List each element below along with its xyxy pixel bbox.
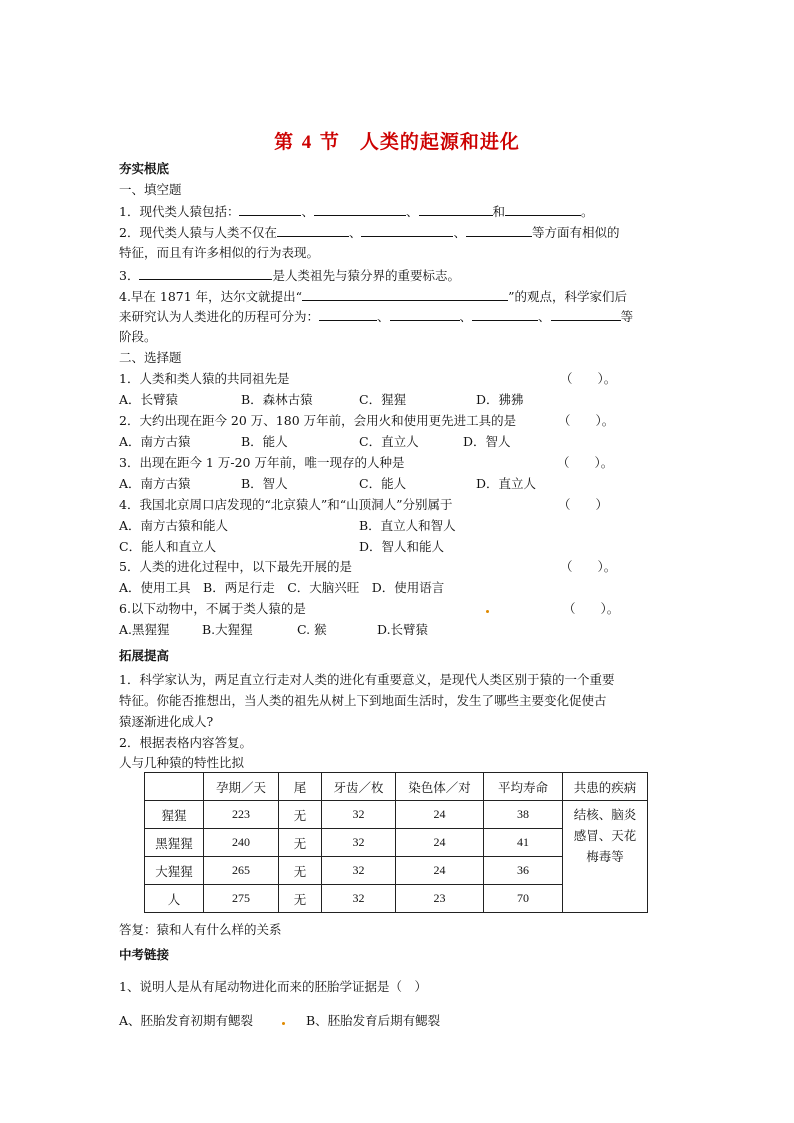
answer-blank[interactable] (505, 202, 581, 216)
tail-cell: 无 (279, 801, 322, 829)
exam-question-1: 1、说明人是从有尾动物进化而来的胚胎学证据是（ ） (119, 979, 427, 994)
gestation-cell: 275 (204, 885, 279, 913)
option-a[interactable]: A．南方古猿 (119, 476, 191, 491)
species-cell: 猩猩 (145, 801, 204, 829)
comparison-table (144, 772, 648, 913)
option-c[interactable]: C．直立人 (359, 434, 419, 449)
fill-question-3: 3． 是人类祖先与猿分界的重要标志。 (119, 268, 460, 283)
species-cell: 大猩猩 (145, 857, 204, 885)
tail-cell: 无 (279, 885, 322, 913)
table-header-cell: 染色体／对 (396, 773, 484, 801)
answer-paren[interactable]: （ ）。 (560, 559, 617, 574)
table-row (145, 801, 648, 829)
answer-paren[interactable]: （ ） (558, 497, 609, 512)
option-d[interactable]: D．直立人 (476, 476, 537, 491)
options-row[interactable]: A．使用工具 B．两足行走 C．大脑兴旺 D．使用语言 (119, 580, 445, 595)
option-a[interactable]: A．南方古猿和能人 (119, 518, 229, 533)
ext-question-2: 2．根据表格内容答复。 (119, 735, 252, 750)
answer-paren[interactable]: （ ）。 (557, 455, 614, 470)
section-heading-exam: 中考链接 (119, 947, 170, 962)
answer-blank[interactable] (419, 202, 493, 216)
answer-blank[interactable] (239, 202, 301, 216)
lifespan-cell: 36 (484, 857, 563, 885)
answer-blank[interactable] (472, 307, 538, 321)
teeth-cell: 32 (322, 801, 396, 829)
answer-paren[interactable]: （ ）。 (558, 413, 615, 428)
table-header-cell: 孕期／天 (204, 773, 279, 801)
table-header-cell (145, 773, 204, 801)
gestation-cell: 223 (204, 801, 279, 829)
gestation-cell: 240 (204, 829, 279, 857)
page-title: 第 4 节 人类的起源和进化 (274, 131, 520, 153)
option-b[interactable]: B．智人 (241, 476, 288, 491)
option-c[interactable]: C. 猴 (297, 622, 327, 637)
ext-question-1: 1．科学家认为，两足直立行走对人类的进化有重要意义，是现代人类区别于猿的一个重要 (119, 672, 615, 687)
disease-line: 梅毒等 (586, 849, 624, 864)
exam-option-b[interactable]: B、胚胎发育后期有鳃裂 (306, 1013, 441, 1028)
answer-blank[interactable] (139, 266, 272, 280)
table-header-row (145, 773, 648, 801)
lifespan-cell: 41 (484, 829, 563, 857)
disease-line: 感冒、天花 (573, 828, 637, 843)
part-fill-blank: 一、填空题 (119, 182, 182, 197)
lifespan-cell: 70 (484, 885, 563, 913)
lifespan-cell: 38 (484, 801, 563, 829)
option-d[interactable]: D．智人和能人 (359, 539, 445, 554)
stray-mark (282, 1022, 285, 1025)
species-cell: 黑猩猩 (145, 829, 204, 857)
answer-blank[interactable] (319, 307, 377, 321)
choice-question-1: 1．人类和类人猿的共同祖先是 (119, 371, 290, 386)
choice-question-2: 2．大约出现在距今 20 万、180 万年前，会用火和使用更先进工具的是 (119, 413, 517, 428)
fill-question-4-cont2: 阶段。 (119, 329, 157, 344)
option-d[interactable]: D.长臂猿 (377, 622, 429, 637)
option-a[interactable]: A．长臂猿 (119, 392, 179, 407)
fill-question-1: 1．现代类人猿包括： 、 、 和 。 (119, 204, 594, 219)
option-c[interactable]: C．猩猩 (359, 392, 407, 407)
chromosome-cell: 24 (396, 829, 484, 857)
teeth-cell: 32 (322, 829, 396, 857)
answer-blank[interactable] (390, 307, 460, 321)
answer-blank[interactable] (361, 223, 453, 237)
option-a[interactable]: A.黑猩猩 (119, 622, 170, 637)
chromosome-cell: 24 (396, 801, 484, 829)
part-multiple-choice: 二、选择题 (119, 350, 182, 365)
choice-question-5: 5．人类的进化过程中，以下最先开展的是 (119, 559, 352, 574)
chromosome-cell: 24 (396, 857, 484, 885)
answer-blank[interactable] (551, 307, 621, 321)
disease-cell (563, 801, 648, 913)
option-d[interactable]: D．智人 (463, 434, 511, 449)
option-b[interactable]: B．直立人和智人 (359, 518, 456, 533)
fill-question-4-cont: 来研究认为人类进化的历程可分为： 、 、 、 等 (119, 309, 634, 324)
stray-mark (486, 610, 489, 613)
species-cell: 人 (145, 885, 204, 913)
section-heading-extension: 拓展提高 (119, 648, 170, 663)
answer-blank[interactable] (302, 287, 508, 301)
answer-paren[interactable]: （ ）。 (560, 371, 617, 386)
answer-blank[interactable] (314, 202, 406, 216)
option-b[interactable]: B．森林古猿 (241, 392, 313, 407)
ext-question-1-cont2: 猿逐渐进化成人? (119, 714, 214, 729)
tail-cell: 无 (279, 829, 322, 857)
answer-blank[interactable] (277, 223, 349, 237)
tail-cell: 无 (279, 857, 322, 885)
ext-question-1-cont: 特征。你能否推想出，当人类的祖先从树上下到地面生活时，发生了哪些主要变化促使古 (119, 693, 607, 708)
table-answer-prompt: 答复：猿和人有什么样的关系 (119, 922, 282, 937)
option-d[interactable]: D．狒狒 (476, 392, 524, 407)
option-c[interactable]: C．能人和直立人 (119, 539, 217, 554)
teeth-cell: 32 (322, 885, 396, 913)
table-header-cell: 牙齿／枚 (322, 773, 396, 801)
section-heading-basics: 夯实根底 (119, 161, 170, 176)
choice-question-4: 4．我国北京周口店发现的“北京猿人”和“山顶洞人”分别属于 (119, 497, 453, 512)
choice-question-3: 3．出现在距今 1 万-20 万年前，唯一现存的人种是 (119, 455, 405, 470)
teeth-cell: 32 (322, 857, 396, 885)
answer-paren[interactable]: （ ）。 (563, 601, 620, 616)
option-b[interactable]: B.大猩猩 (202, 622, 253, 637)
table-caption: 人与几种猿的特性比拟 (119, 755, 245, 770)
table-header-cell: 平均寿命 (484, 773, 563, 801)
answer-blank[interactable] (466, 223, 532, 237)
gestation-cell: 265 (204, 857, 279, 885)
exam-option-a[interactable]: A、胚胎发育初期有鳃裂 (119, 1013, 254, 1028)
table-header-cell: 尾 (279, 773, 322, 801)
option-c[interactable]: C．能人 (359, 476, 407, 491)
choice-question-6: 6.以下动物中，不属于类人猿的是 (119, 601, 306, 616)
chromosome-cell: 23 (396, 885, 484, 913)
disease-line: 结核、脑炎 (573, 807, 637, 822)
fill-question-4: 4.早在 1871 年，达尔文就提出“ ”的观点，科学家们后 (119, 289, 627, 304)
fill-question-2-cont: 特征，而且有许多相似的行为表现。 (119, 245, 320, 260)
option-b[interactable]: B．能人 (241, 434, 288, 449)
fill-question-2: 2．现代类人猿与人类不仅在 、 、 等方面有相似的 (119, 225, 620, 240)
option-a[interactable]: A．南方古猿 (119, 434, 191, 449)
table-header-cell: 共患的疾病 (563, 773, 648, 801)
